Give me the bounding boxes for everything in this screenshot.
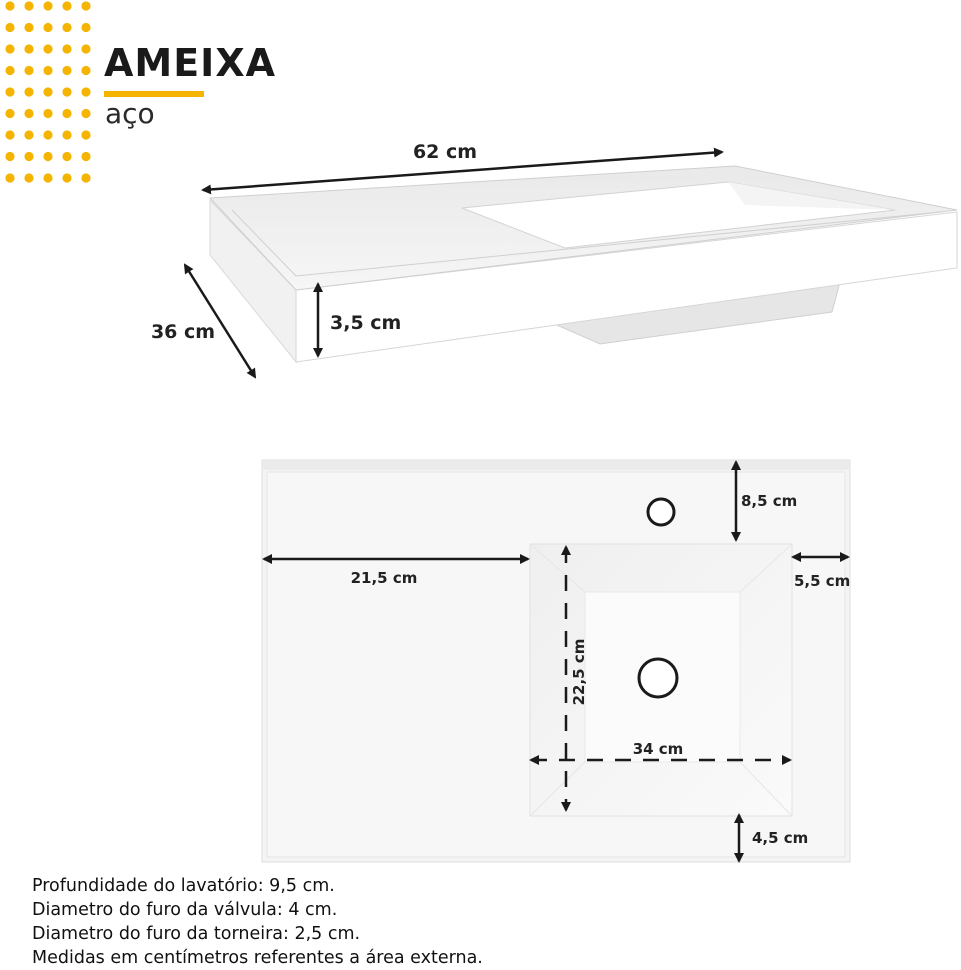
product-subtitle: aço	[105, 97, 155, 130]
top-margin-label: 8,5 cm	[741, 492, 798, 510]
depth-label: 36 cm	[150, 321, 216, 343]
thickness-label: 3,5 cm	[330, 312, 402, 334]
note-depth: Profundidade do lavatório: 9,5 cm.	[32, 876, 335, 896]
basin-depth-label: 22,5 cm	[570, 638, 588, 706]
left-margin-label: 21,5 cm	[350, 569, 418, 587]
width-label: 62 cm	[412, 141, 478, 163]
sink-plan-view	[262, 460, 850, 862]
basin-width-label: 34 cm	[632, 740, 684, 758]
drain-hole	[639, 659, 677, 697]
bottom-margin-label: 4,5 cm	[752, 829, 809, 847]
note-valve-hole: Diametro do furo da válvula: 4 cm.	[32, 900, 338, 920]
faucet-hole	[648, 499, 674, 525]
note-measurements: Medidas em centímetros referentes a área externa.	[32, 948, 483, 968]
right-margin-label: 5,5 cm	[794, 572, 851, 590]
product-title: AMEIXA	[104, 41, 277, 85]
sink-perspective-view	[151, 141, 957, 377]
product-notes	[32, 874, 483, 970]
note-faucet-hole: Diametro do furo da torneira: 2,5 cm.	[32, 924, 361, 944]
